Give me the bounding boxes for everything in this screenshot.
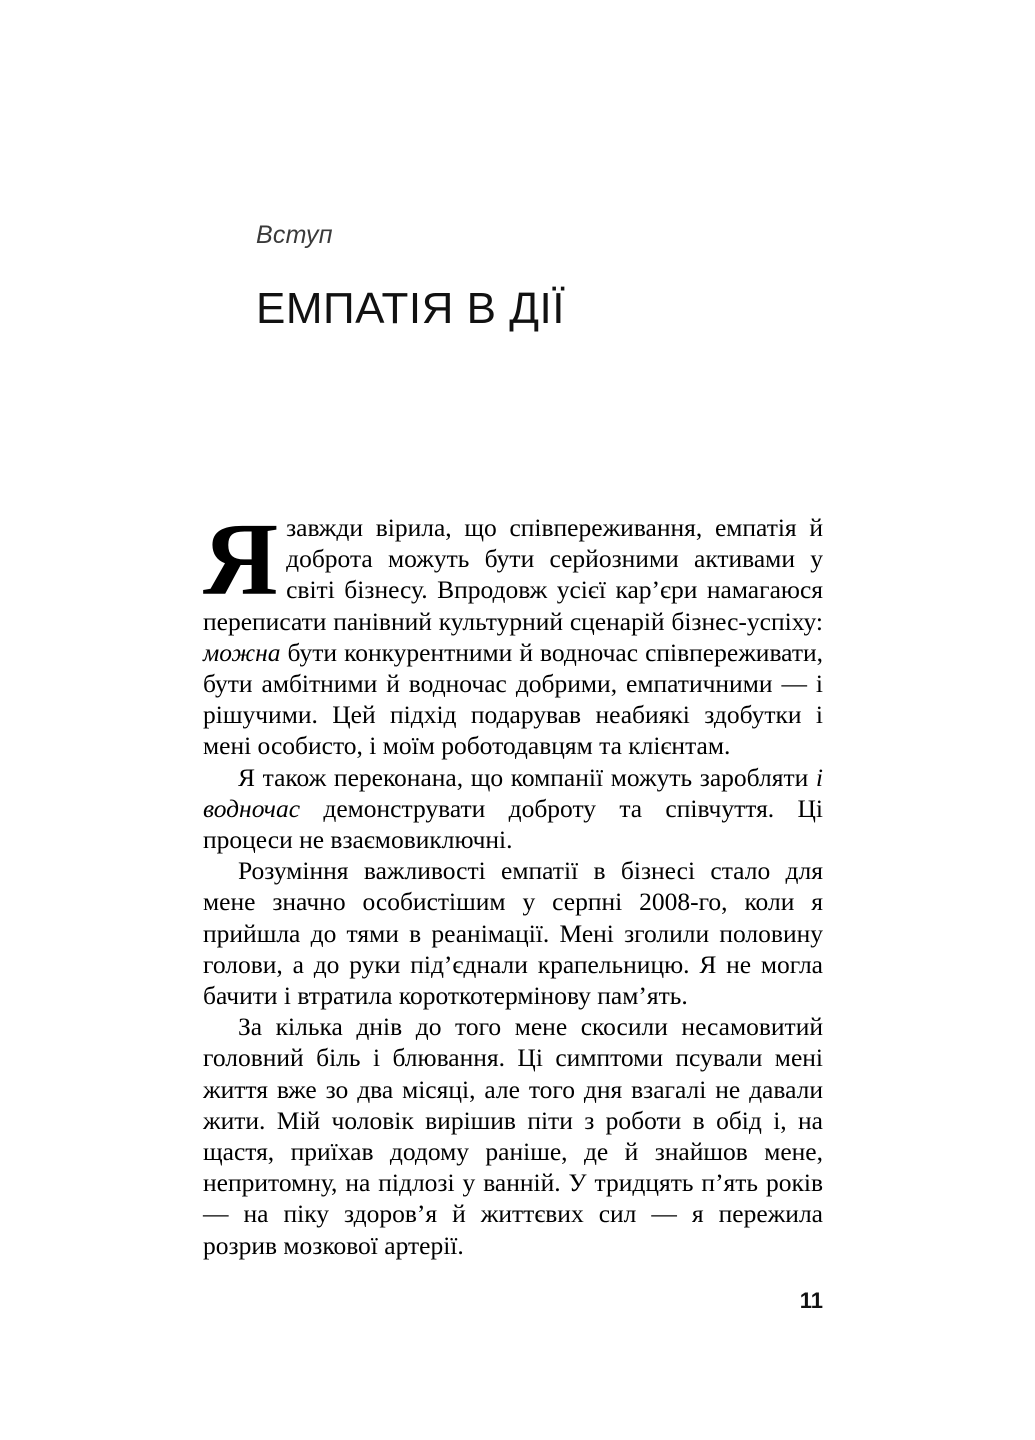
body-text-run: завжди вірила, що співпереживання, емпатія й доброта можуть бути серйозними активами у світі бізнесу. Впродовж усієї кар’єри намагаюся переписати панівний культурний сценарій бізнес-успіху: xyxy=(203,513,823,636)
emphasis-text: можна xyxy=(203,637,281,667)
drop-cap: Я xyxy=(203,502,279,617)
page-number: 11 xyxy=(799,1288,823,1313)
body-paragraph xyxy=(203,1011,823,1261)
emphasis-text: і водночас xyxy=(203,762,823,823)
chapter-eyebrow: Вступ xyxy=(256,221,333,249)
page-title: ЕМПАТІЯ В ДІЇ xyxy=(256,283,565,333)
body-paragraph xyxy=(203,502,823,762)
body-text-run: Я також переконана, що компанії можуть заробляти xyxy=(238,762,816,792)
body-text-column xyxy=(203,502,823,1261)
body-text-run: демонструвати доброту та співчуття. Ці процеси не взаємовиключні. xyxy=(203,793,823,855)
body-paragraph xyxy=(203,762,823,856)
body-text-run: За кілька днів до того мене скосили несамовитий головний біль і блювання. Ці симптоми псували мені життя вже зо два місяці, але того дня взагалі не давали жити. Мій чоловік вирішив піти з роботи в обід і, на щастя, приїхав додому раніше, де й знайшов мене, непритомну, на підлозі у ванній. У тридцять п’ять років — на піку здоров’я й життєвих сил — я пережила розрив мозкової артерії. xyxy=(203,1012,823,1260)
body-text-run: Розуміння важливості емпатії в бізнесі стало для мене значно особистішим у серпні 2008-го, коли я прийшла до тями в реанімації. Мені зголили половину голови, а до руки під’єднали крапельницю. Я не могла бачити і втратила короткотермінову пам’ять. xyxy=(203,856,823,1011)
chapter-heading xyxy=(256,222,856,332)
body-paragraph xyxy=(203,855,823,1011)
body-text-run: бути конкурентними й водночас співпереживати, бути амбітними й водночас добрими, емпатичними — і рішучими. Цей підхід подарував неабиякі здобутки і мені особисто, і моїм роботодавцям та клієнтам. xyxy=(203,637,823,761)
